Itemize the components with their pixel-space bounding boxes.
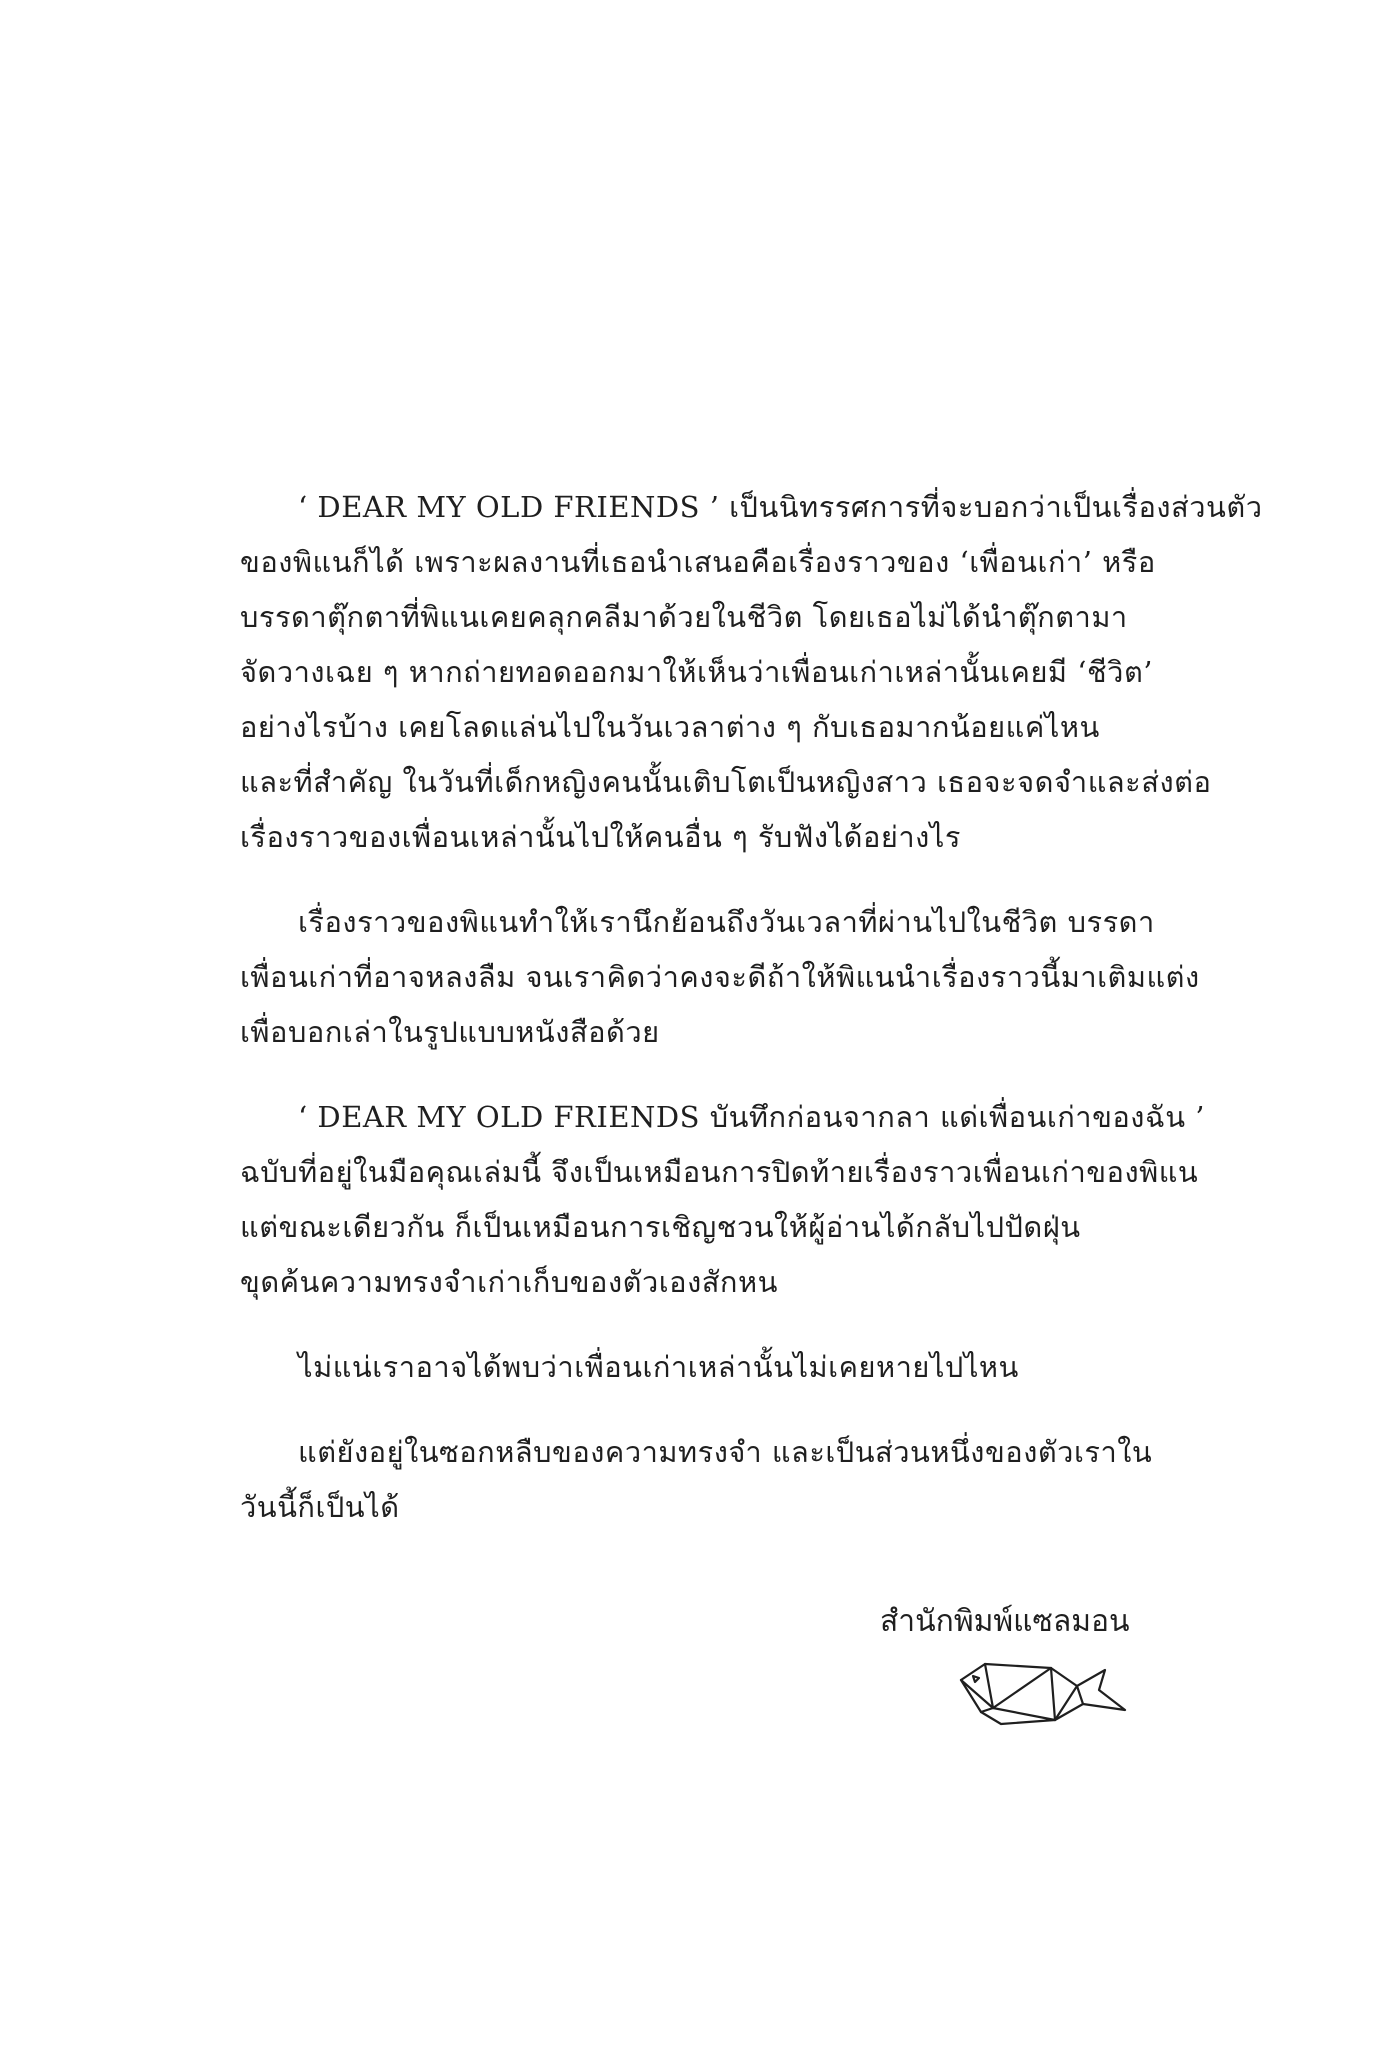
publisher-signature: สำนักพิมพ์แซลมอน: [880, 1604, 1130, 1639]
paragraph-line: บรรดาตุ๊กตาที่พิแนเคยคลุกคลีมาด้วยในชีวิต โดยเธอไม่ได้นำตุ๊กตามา: [240, 600, 1128, 634]
salmon-fish-icon: [955, 1650, 1130, 1735]
paragraph-line: แต่ขณะเดียวกัน ก็เป็นเหมือนการเชิญชวนให้ผู้อ่านได้กลับไปปัดฝุ่น: [240, 1210, 1081, 1244]
paragraph-line: จัดวางเฉย ๆ หากถ่ายทอดออกมาให้เห็นว่าเพื่อนเก่าเหล่านั้นเคยมี ‘ชีวิต’: [240, 655, 1154, 689]
paragraph-line: ‘ DEAR MY OLD FRIENDS บันทึกก่อนจากลา แด่เพื่อนเก่าของฉัน ’: [298, 1100, 1205, 1134]
paragraph-1: [240, 480, 1263, 865]
letter-body: [240, 480, 1263, 1565]
paragraph-line: แต่ยังอยู่ในซอกหลืบของความทรงจำ และเป็นส่วนหนึ่งของตัวเราใน: [298, 1435, 1153, 1469]
paragraph-line: เพื่อบอกเล่าในรูปแบบหนังสือด้วย: [240, 1015, 660, 1049]
paragraph-line: อย่างไรบ้าง เคยโลดแล่นไปในวันเวลาต่าง ๆ กับเธอมากน้อยแค่ไหน: [240, 710, 1100, 744]
paragraph-line: ของพิแนก็ได้ เพราะผลงานที่เธอนำเสนอคือเรื่องราวของ ‘เพื่อนเก่า’ หรือ: [240, 545, 1156, 579]
paragraph-line: ขุดค้นความทรงจำเก่าเก็บของตัวเองสักหน: [240, 1265, 778, 1299]
paragraph-5: [240, 1425, 1220, 1535]
paragraph-line: ไม่แน่เราอาจได้พบว่าเพื่อนเก่าเหล่านั้นไม่เคยหายไปไหน: [298, 1350, 1019, 1384]
paragraph-line: วันนี้ก็เป็นได้: [240, 1490, 400, 1524]
paragraph-line: เพื่อนเก่าที่อาจหลงลืม จนเราคิดว่าคงจะดีถ้าให้พิแนนำเรื่องราวนี้มาเติมแต่ง: [240, 960, 1200, 994]
paragraph-line: ฉบับที่อยู่ในมือคุณเล่มนี้ จึงเป็นเหมือนการปิดท้ายเรื่องราวเพื่อนเก่าของพิแน: [240, 1155, 1199, 1189]
paragraph-line: เรื่องราวของเพื่อนเหล่านั้นไปให้คนอื่น ๆ รับฟังได้อย่างไร: [240, 820, 961, 854]
paragraph-line: เรื่องราวของพิแนทำให้เรานึกย้อนถึงวันเวลาที่ผ่านไปในชีวิต บรรดา: [298, 905, 1155, 939]
paragraph-2: [240, 895, 1220, 1060]
paragraph-line: และที่สำคัญ ในวันที่เด็กหญิงคนนั้นเติบโตเป็นหญิงสาว เธอจะจดจำและส่งต่อ: [240, 765, 1212, 799]
paragraph-3: [240, 1090, 1220, 1310]
paragraph-4: [240, 1340, 1220, 1395]
paragraph-line: ‘ DEAR MY OLD FRIENDS ’ เป็นนิทรรศการที่จะบอกว่าเป็นเรื่องส่วนตัว: [298, 490, 1263, 524]
